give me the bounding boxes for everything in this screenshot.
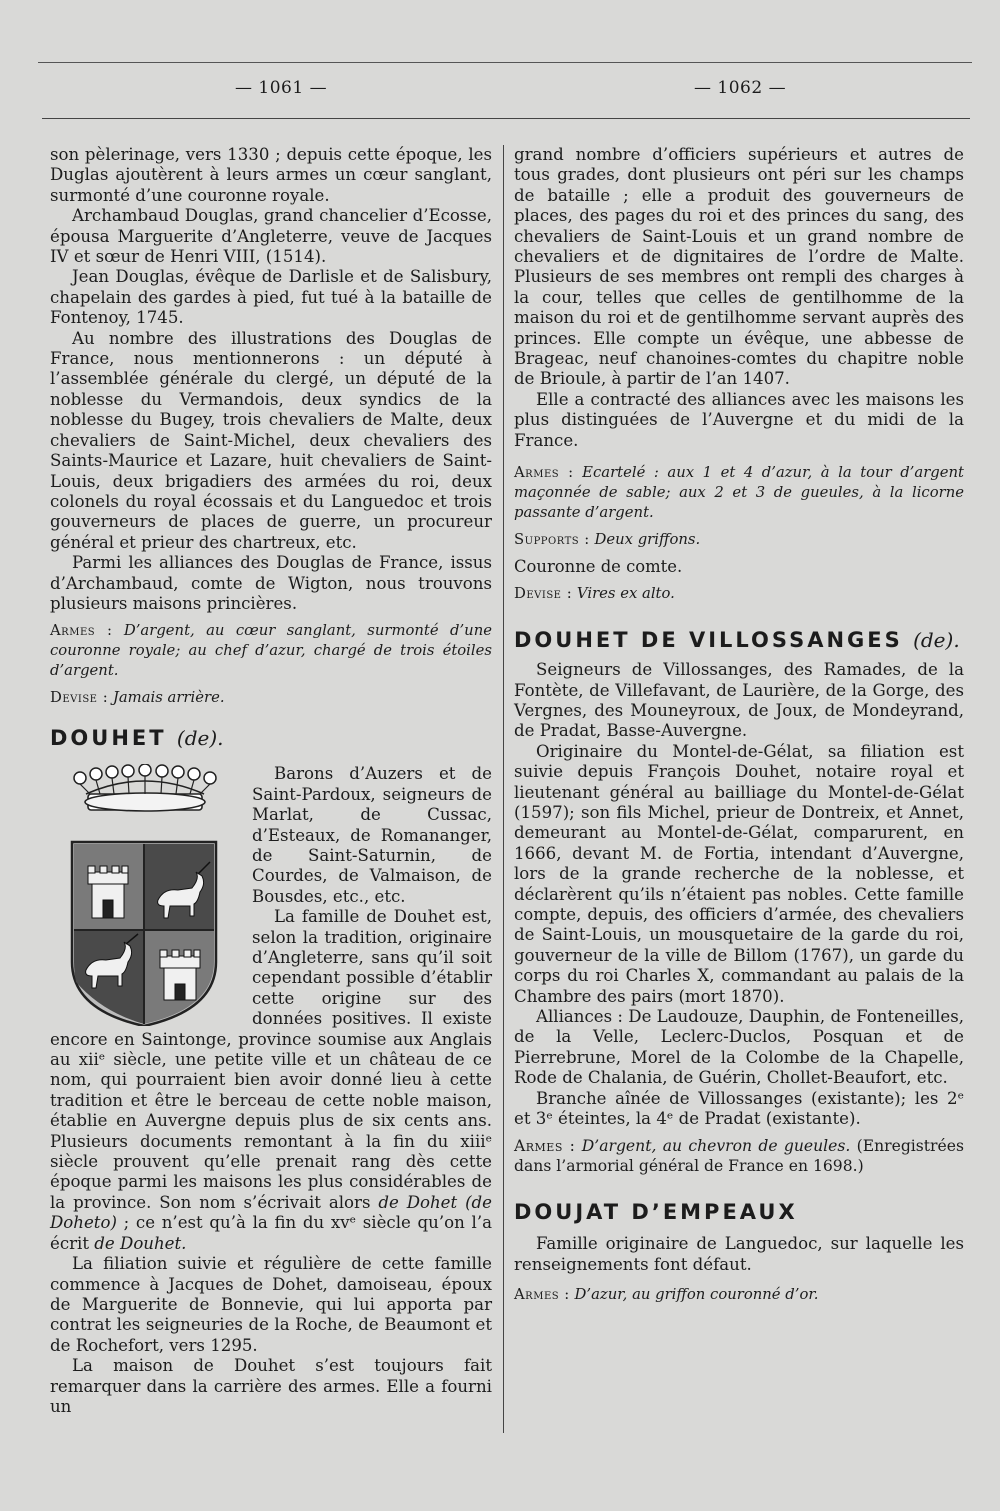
supports-text: Deux griffons. bbox=[594, 531, 701, 549]
paragraph: Famille originaire de Languedoc, sur laquelle les renseignements font défaut. bbox=[514, 1234, 964, 1274]
paragraph-text: ; ce n’est qu’à la fin du xvᵉ siècle qu’on l’a écrit bbox=[50, 1213, 492, 1253]
paragraph: Barons d’Auzers et de Saint-Pardoux, seigneurs de Marlat, de Cussac, d’Esteaux, de Romananger, de Saint-Saturnin, de Courdes, de Valmaison, de Bousdes, etc., etc. bbox=[252, 764, 492, 906]
armes-text: D’argent, au chevron de gueules. bbox=[581, 1137, 851, 1156]
paragraph-italic: de Douhet. bbox=[94, 1233, 187, 1253]
right-column bbox=[514, 145, 964, 1308]
paragraph: Alliances : De Laudouze, Dauphin, de Fonteneilles, de la Velle, Leclerc-Duclos, Posquan et de Pierrebrune, Morel de la Colombe de la Chapelle, Rode de Chalania, de Guérin, Chollet-Beaufort, etc. bbox=[514, 1007, 964, 1088]
paragraph: Archambaud Douglas, grand chancelier d’Ecosse, épousa Marguerite d’Angleterre, veuve de Jacques IV et sœur de Henri VIII, (1514). bbox=[50, 206, 492, 267]
heading-doujat: DOUJAT D’EMPEAUX bbox=[514, 1200, 798, 1225]
armes-text: D’azur, au griffon couronné d’or. bbox=[574, 1286, 819, 1304]
supports-label: Supports : bbox=[514, 531, 590, 549]
page-number-left: — 1061 — bbox=[235, 78, 328, 98]
devise-douglas bbox=[50, 688, 492, 708]
paragraph: Au nombre des illustrations des Douglas de France, nous mentionnerons : un député à l’assemblée générale du clergé, un député de la noblesse du Vermandois, deux syndics de la noblesse du Bugey, trois chevaliers de Malte, deux chevaliers de Saint-Michel, deux chevaliers des Saints-Maurice et Lazare, huit chevaliers de Saint-Louis, deux brigadiers des armées du roi, deux colonels du royal écossais et du Languedoc et trois gouverneurs de places de guerre, un procureur général et prieur des chartreux, etc. bbox=[50, 328, 492, 552]
header-rule bbox=[42, 118, 970, 119]
armes-douglas bbox=[50, 621, 492, 681]
paragraph: La maison de Douhet s’est toujours fait remarquer dans la carrière des armes. Elle a fourni un bbox=[50, 1356, 492, 1416]
heading-douhet-title: DOUHET bbox=[50, 726, 167, 751]
paragraph: La filiation suivie et régulière de cette famille commence à Jacques de Dohet, damoiseau, époux de Marguerite de Bonnevie, qui lui apporta par contrat les seigneuries de la Roche, de Beaumont et de Rochefort, vers 1295. bbox=[50, 1254, 492, 1355]
paragraph: Seigneurs de Villossanges, des Ramades, de la Fontète, de Villefavant, de Laurière, de la Gorge, des Vergnes, des Mouneyroux, de Joux, de Mondeyrand, de Pradat, Basse-Auvergne. bbox=[514, 660, 964, 741]
coat-of-arms-icon bbox=[36, 764, 246, 1026]
supports-douhet bbox=[514, 530, 964, 550]
paragraph: Originaire du Montel-de-Gélat, sa filiation est suivie depuis François Douhet, notaire royal et lieutenant général au bailliage du Montel-de-Gélat (1597); son fils Michel, prieur de Dontreix, et Annet, demeurant au Montel-de-Gélat, comparurent, en 1666, devant M. de Fortia, intendant d’Auvergne, lors de la grande recherche de la noblesse, et déclarèrent qu’ils n’étaient pas nobles. Cette famille compte, depuis, des officiers d’armée, des chevaliers de Saint-Louis, un mousquetaire de la garde du roi, gouverneur de la ville de Billom (1767), un garde du corps du roi Charles X, commandant au palais de la Chambre des pairs (mort 1870). bbox=[514, 741, 964, 1006]
heading-douhet-particle: (de). bbox=[176, 726, 224, 751]
armes-note: (Enregistrées dans l’armorial général de France en 1698.) bbox=[514, 1137, 964, 1176]
paragraph: Elle a contracté des alliances avec les maisons les plus distinguées de l’Auvergne et du midi de la France. bbox=[514, 389, 964, 450]
heading-villossanges-title: DOUHET DE VILLOSSANGES bbox=[514, 628, 903, 653]
devise-text: Jamais arrière. bbox=[112, 689, 225, 707]
heading-villossanges-particle: (de). bbox=[913, 628, 960, 653]
armes-label: Armes : bbox=[514, 464, 574, 482]
devise-douhet bbox=[514, 584, 964, 604]
heading-douhet bbox=[50, 726, 492, 750]
paragraph: Jean Douglas, évêque de Darlisle et de Salisbury, chapelain des gardes à pied, fut tué à la bataille de Fontenoy, 1745. bbox=[50, 267, 492, 328]
paragraph-italic: de Dohet (de Doheto) bbox=[50, 1192, 492, 1233]
paragraph-text: La famille de Douhet est, selon la tradition, originaire d’Angleterre, sans qu’il soit cependant possible d’établir cette origine sur des données positives. Il existe encore en Saintonge, province soumise aux Anglais au xiiᵉ siècle, une petite ville et un château de ce nom, qui pourraient bien avoir donné lieu à cette tradition et être le berceau de cette noble maison, établie en Auvergne depuis plus de six cents ans. Plusieurs documents remontant à la fin du xiiiᵉ siècle prouvent qu’elle prenait rang dès cette époque parmi les maisons les plus considérables de la province. Son nom s’écrivait alors bbox=[50, 907, 492, 1212]
armes-villossanges bbox=[514, 1136, 964, 1176]
armes-text: D’argent, au cœur sanglant, surmonté d’une couronne royale; au chef d’azur, chargé de trois étoiles d’argent. bbox=[50, 622, 492, 680]
armes-doujat bbox=[514, 1285, 964, 1305]
paragraph: grand nombre d’officiers supérieurs et autres de tous grades, dont plusieurs ont péri sur les champs de bataille ; elle a produit des gouverneurs de places, des pages du roi et des princes du sang, des chevaliers de Saint-Louis et un grand nombre de chevaliers et de dignitaires de l’ordre de Malte. Plusieurs de ses membres ont rempli des charges à la cour, telles que celles de gentilhomme de la maison du roi et de gentilhomme servant auprès des princes. Elle compte un évêque, une abbesse de Brageac, neuf chanoines-comtes du chapitre noble de Brioule, à partir de l’an 1407. bbox=[514, 145, 964, 389]
paragraph: Parmi les alliances des Douglas de France, issus d’Archambaud, comte de Wigton, nous trouvons plusieurs maisons princières. bbox=[50, 553, 492, 613]
armes-douhet bbox=[514, 463, 964, 523]
devise-label: Devise : bbox=[50, 689, 109, 707]
armes-label: Armes : bbox=[514, 1286, 570, 1304]
armes-label: Armes : bbox=[50, 622, 113, 640]
page-number-right: — 1062 — bbox=[694, 78, 787, 98]
column-separator bbox=[503, 145, 504, 1433]
armes-text: Ecartelé : aux 1 et 4 d’azur, à la tour d’argent maçonnée de sable; aux 2 et 3 de gueules, à la licorne passante d’argent. bbox=[514, 464, 964, 522]
armes-label: Armes : bbox=[514, 1137, 576, 1156]
devise-label: Devise : bbox=[514, 585, 573, 603]
couronne-douhet: Couronne de comte. bbox=[514, 557, 683, 577]
top-rule bbox=[38, 62, 972, 63]
left-column bbox=[50, 145, 492, 1417]
paragraph: son pèlerinage, vers 1330 ; depuis cette époque, les Duglas ajoutèrent à leurs armes un cœur sanglant, surmonté d’une couronne royale. bbox=[50, 145, 492, 205]
paragraph: Branche aînée de Villossanges (existante); les 2ᵉ et 3ᵉ éteintes, la 4ᵉ de Pradat (existante). bbox=[514, 1088, 964, 1129]
heading-villossanges bbox=[514, 628, 964, 652]
devise-text: Vires ex alto. bbox=[576, 585, 675, 603]
